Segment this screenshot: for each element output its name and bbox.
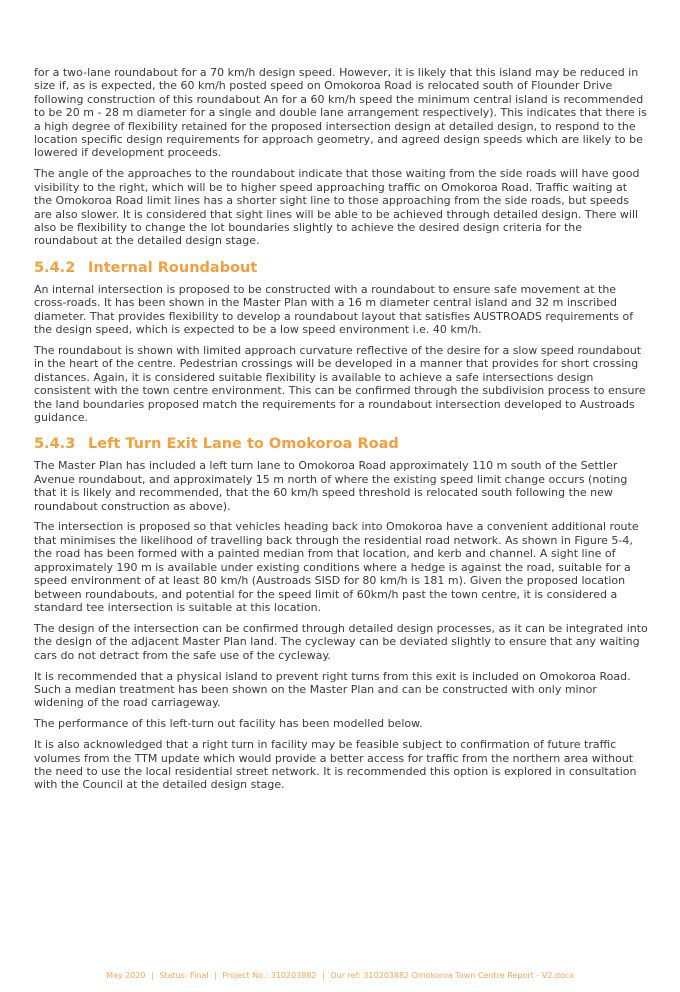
footer-date: May 2020 [106, 971, 146, 980]
paragraph: The Master Plan has included a left turn lane to Omokoroa Road approximately 110 m south of the Settler Avenue roundabout, and approximately 15 m north of where the existing speed limit change occurs (noting that it is likely and recommended, that the 60 km/h speed threshold is relocated south following the new roundabout construction as above). [34, 459, 628, 513]
paragraph: for a two-lane roundabout for a 70 km/h design speed. However, it is likely that this island may be reduced in size if, as is expected, the 60 km/h posted speed on Omokoroa Road is relocated south of Flounder Drive following construction of this roundabout An for a 60 km/h speed the minimum central island is recommended to be 20 m - 28 m diameter for a single and double lane arrangement respectively). This indicates that there is a high degree of flexibility retained for the proposed intersection design at detailed design, to respond to the location specific design requirements for approach geometry, and agreed design speeds which are likely to be lowered if development proceeds. [34, 66, 647, 160]
paragraph: It is recommended that a physical island to prevent right turns from this exit is included on Omokoroa Road. Such a median treatment has been shown on the Master Plan and can be constructed with only minor widening of the road carriageway. [34, 669, 631, 710]
section-heading-left-turn-exit-lane [34, 435, 648, 453]
footer-reference: Our ref: 310203882 Omokoroa Town Centre Report - V2.docx [330, 971, 574, 980]
section-title: Left Turn Exit Lane to Omokoroa Road [88, 436, 399, 453]
paragraph: It is also acknowledged that a right turn in facility may be feasible subject to confirmation of future traffic volumes from the TTM update which would provide a better access for traffic from the northern area without the need to use the local residential street network. It is recommended this option is explored in consultation with the Council at the detailed design stage. [34, 738, 637, 792]
paragraph: The intersection is proposed so that vehicles heading back into Omokoroa have a convenient additional route that minimises the likelihood of travelling back through the residential road network. As shown in Figure 5-4, the road has been formed with a painted median from that location, and kerb and channel. A sight line of approximately 190 m is available under existing conditions where a hedge is against the road, suitable for a speed environment of at least 80 km/h (Austroads SISD for 80 km/h is 181 m). Given the proposed location between roundabouts, and potential for the speed limit of 60km/h past the town centre, it is considered a standard tee intersection is suitable at this location. [34, 520, 639, 614]
footer-separator: | [151, 971, 154, 980]
paragraph: The roundabout is shown with limited approach curvature reflective of the desire for a slow speed roundabout in the heart of the centre. Pedestrian crossings will be developed in a manner that provides for short crossing distances. Again, it is considered suitable flexibility is available to achieve a safe intersections design consistent with the town centre environment. This can be confirmed through the subdivision process to ensure the land boundaries proposed match the requirements for a roundabout intersection developed to Austroads guidance. [34, 343, 646, 424]
paragraph: An internal intersection is proposed to be constructed with a roundabout to ensure safe movement at the cross-roads. It has been shown in the Master Plan with a 16 m diameter central island and 32 m inscribed diameter. That provides flexibility to develop a roundabout layout that satisfies AUSTROADS requirements of the design speed, which is expected to be a low speed environment i.e. 40 km/h. [34, 282, 634, 336]
page-footer [0, 971, 680, 980]
section-number: 5.4.3 [34, 436, 76, 453]
paragraph: The angle of the approaches to the roundabout indicate that those waiting from the side roads will have good visibility to the right, which will be to higher speed approaching traffic on Omokoroa Road. Traffic waiting at the Omokoroa Road limit lines has a shorter sight line to those approaching from the side roads, but speeds are also slower. It is considered that sight lines will be able to be achieved through detailed design. There will also be flexibility to change the lot boundaries slightly to achieve the desired design criteria for the roundabout at the detailed design stage. [34, 167, 640, 248]
footer-separator: | [322, 971, 325, 980]
document-body [34, 66, 648, 799]
section-number: 5.4.2 [34, 259, 76, 276]
section-title: Internal Roundabout [88, 259, 258, 276]
section-heading-internal-roundabout [34, 259, 648, 277]
paragraph: The performance of this left-turn out facility has been modelled below. [34, 717, 423, 731]
footer-separator: | [214, 971, 217, 980]
footer-project-number: Project No.: 310203882 [222, 971, 317, 980]
footer-status: Status: Final [159, 971, 209, 980]
paragraph: The design of the intersection can be confirmed through detailed design processes, as it can be integrated into the design of the adjacent Master Plan land. The cycleway can be deviated slightly to ensure that any waiting cars do not detract from the safe use of the cycleway. [34, 621, 648, 662]
